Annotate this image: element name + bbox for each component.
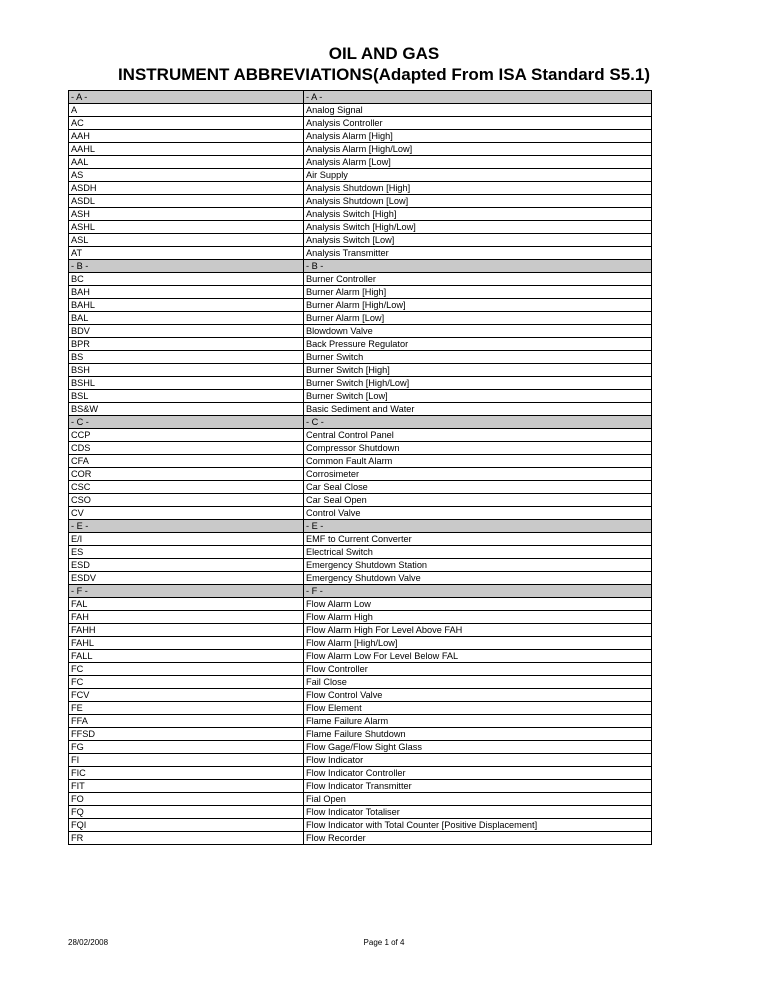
abbreviation-cell: BAH xyxy=(69,286,304,299)
table-row xyxy=(69,637,652,650)
abbreviation-cell: BAHL xyxy=(69,299,304,312)
table-row xyxy=(69,195,652,208)
table-row xyxy=(69,130,652,143)
table-row xyxy=(69,806,652,819)
table-row xyxy=(69,689,652,702)
abbreviation-cell: FAH xyxy=(69,611,304,624)
abbreviation-cell: FI xyxy=(69,754,304,767)
section-letter-cell: - A - xyxy=(304,91,652,104)
meaning-cell: Back Pressure Regulator xyxy=(304,338,652,351)
table-row xyxy=(69,702,652,715)
section-header-row xyxy=(69,91,652,104)
abbreviation-cell: ASH xyxy=(69,208,304,221)
meaning-cell: Control Valve xyxy=(304,507,652,520)
table-row xyxy=(69,741,652,754)
abbreviation-cell: CV xyxy=(69,507,304,520)
meaning-cell: Analysis Switch [Low] xyxy=(304,234,652,247)
abbreviation-cell: FQI xyxy=(69,819,304,832)
meaning-cell: Analysis Shutdown [High] xyxy=(304,182,652,195)
abbreviation-cell: ASDH xyxy=(69,182,304,195)
meaning-cell: Flow Alarm High For Level Above FAH xyxy=(304,624,652,637)
meaning-cell: Burner Switch xyxy=(304,351,652,364)
meaning-cell: Analysis Alarm [High/Low] xyxy=(304,143,652,156)
meaning-cell: Flow Indicator with Total Counter [Positive Displacement] xyxy=(304,819,652,832)
table-row xyxy=(69,754,652,767)
document-subtitle: INSTRUMENT ABBREVIATIONS(Adapted From ISA Standard S5.1) xyxy=(117,65,651,84)
table-row xyxy=(69,598,652,611)
section-header-row xyxy=(69,260,652,273)
table-row xyxy=(69,455,652,468)
table-row xyxy=(69,286,652,299)
meaning-cell: Burner Alarm [High] xyxy=(304,286,652,299)
footer-date: 28/02/2008 xyxy=(68,938,109,947)
meaning-cell: Flow Alarm High xyxy=(304,611,652,624)
abbreviation-cell: CCP xyxy=(69,429,304,442)
table-row xyxy=(69,676,652,689)
meaning-cell: Flow Control Valve xyxy=(304,689,652,702)
section-letter-cell: - F - xyxy=(304,585,652,598)
meaning-cell: Central Control Panel xyxy=(304,429,652,442)
table-row xyxy=(69,780,652,793)
table-row xyxy=(69,364,652,377)
section-header-row xyxy=(69,520,652,533)
table-row xyxy=(69,767,652,780)
table-row xyxy=(69,234,652,247)
abbreviation-cell: BC xyxy=(69,273,304,286)
meaning-cell: Analysis Alarm [High] xyxy=(304,130,652,143)
abbreviation-cell: CSC xyxy=(69,481,304,494)
abbreviation-cell: ASHL xyxy=(69,221,304,234)
table-row xyxy=(69,559,652,572)
abbreviation-cell: COR xyxy=(69,468,304,481)
abbreviation-cell: BSL xyxy=(69,390,304,403)
document-title: OIL AND GAS xyxy=(328,44,440,63)
abbreviation-cell: BAL xyxy=(69,312,304,325)
meaning-cell: Basic Sediment and Water xyxy=(304,403,652,416)
table-row xyxy=(69,546,652,559)
abbreviation-cell: FR xyxy=(69,832,304,845)
meaning-cell: Car Seal Open xyxy=(304,494,652,507)
section-header-row xyxy=(69,585,652,598)
meaning-cell: EMF to Current Converter xyxy=(304,533,652,546)
abbreviation-cell: ASL xyxy=(69,234,304,247)
meaning-cell: Air Supply xyxy=(304,169,652,182)
abbreviation-cell: FC xyxy=(69,663,304,676)
section-letter-cell: - E - xyxy=(69,520,304,533)
abbreviation-cell: CDS xyxy=(69,442,304,455)
abbreviation-cell: CFA xyxy=(69,455,304,468)
section-letter-cell: - F - xyxy=(69,585,304,598)
table-row xyxy=(69,663,652,676)
table-row xyxy=(69,169,652,182)
table-row xyxy=(69,442,652,455)
table-row xyxy=(69,338,652,351)
abbreviation-cell: AC xyxy=(69,117,304,130)
table-row xyxy=(69,377,652,390)
meaning-cell: Flow Alarm [High/Low] xyxy=(304,637,652,650)
abbreviation-cell: FIC xyxy=(69,767,304,780)
meaning-cell: Flow Indicator Controller xyxy=(304,767,652,780)
abbreviations-table-body xyxy=(69,91,652,845)
meaning-cell: Burner Switch [High] xyxy=(304,364,652,377)
meaning-cell: Flame Failure Shutdown xyxy=(304,728,652,741)
table-row xyxy=(69,832,652,845)
table-row xyxy=(69,208,652,221)
abbreviation-cell: FO xyxy=(69,793,304,806)
table-row xyxy=(69,481,652,494)
table-row xyxy=(69,793,652,806)
meaning-cell: Burner Alarm [Low] xyxy=(304,312,652,325)
table-row xyxy=(69,728,652,741)
section-letter-cell: - A - xyxy=(69,91,304,104)
abbreviations-table xyxy=(68,90,652,845)
meaning-cell: Flow Controller xyxy=(304,663,652,676)
abbreviation-cell: ESDV xyxy=(69,572,304,585)
meaning-cell: Analysis Transmitter xyxy=(304,247,652,260)
abbreviation-cell: BSHL xyxy=(69,377,304,390)
meaning-cell: Compressor Shutdown xyxy=(304,442,652,455)
meaning-cell: Analysis Controller xyxy=(304,117,652,130)
table-row xyxy=(69,403,652,416)
meaning-cell: Analysis Switch [High] xyxy=(304,208,652,221)
table-row xyxy=(69,429,652,442)
table-row xyxy=(69,507,652,520)
abbreviation-cell: ESD xyxy=(69,559,304,572)
meaning-cell: Flow Alarm Low For Level Below FAL xyxy=(304,650,652,663)
table-row xyxy=(69,117,652,130)
meaning-cell: Flow Element xyxy=(304,702,652,715)
meaning-cell: Flame Failure Alarm xyxy=(304,715,652,728)
abbreviation-cell: FALL xyxy=(69,650,304,663)
abbreviation-cell: FAL xyxy=(69,598,304,611)
meaning-cell: Electrical Switch xyxy=(304,546,652,559)
section-letter-cell: - C - xyxy=(69,416,304,429)
table-row xyxy=(69,715,652,728)
meaning-cell: Analysis Alarm [Low] xyxy=(304,156,652,169)
abbreviation-cell: ASDL xyxy=(69,195,304,208)
meaning-cell: Flow Indicator Transmitter xyxy=(304,780,652,793)
abbreviation-cell: FC xyxy=(69,676,304,689)
table-row xyxy=(69,611,652,624)
meaning-cell: Corrosimeter xyxy=(304,468,652,481)
section-letter-cell: - B - xyxy=(304,260,652,273)
table-row xyxy=(69,351,652,364)
abbreviation-cell: FAHL xyxy=(69,637,304,650)
section-letter-cell: - C - xyxy=(304,416,652,429)
table-row xyxy=(69,247,652,260)
table-row xyxy=(69,650,652,663)
abbreviation-cell: BDV xyxy=(69,325,304,338)
table-row xyxy=(69,273,652,286)
abbreviation-cell: FCV xyxy=(69,689,304,702)
table-row xyxy=(69,624,652,637)
table-row xyxy=(69,221,652,234)
abbreviation-cell: A xyxy=(69,104,304,117)
table-row xyxy=(69,325,652,338)
table-row xyxy=(69,104,652,117)
abbreviation-cell: AAL xyxy=(69,156,304,169)
abbreviation-cell: E/I xyxy=(69,533,304,546)
abbreviation-cell: FG xyxy=(69,741,304,754)
meaning-cell: Common Fault Alarm xyxy=(304,455,652,468)
table-row xyxy=(69,156,652,169)
abbreviation-cell: CSO xyxy=(69,494,304,507)
section-letter-cell: - B - xyxy=(69,260,304,273)
abbreviation-cell: BS&W xyxy=(69,403,304,416)
meaning-cell: Burner Controller xyxy=(304,273,652,286)
abbreviation-cell: FIT xyxy=(69,780,304,793)
abbreviation-cell: AAHL xyxy=(69,143,304,156)
table-row xyxy=(69,533,652,546)
abbreviation-cell: FFSD xyxy=(69,728,304,741)
table-row xyxy=(69,182,652,195)
meaning-cell: Fial Open xyxy=(304,793,652,806)
meaning-cell: Fail Close xyxy=(304,676,652,689)
abbreviation-cell: FQ xyxy=(69,806,304,819)
section-letter-cell: - E - xyxy=(304,520,652,533)
meaning-cell: Emergency Shutdown Station xyxy=(304,559,652,572)
abbreviation-cell: FFA xyxy=(69,715,304,728)
meaning-cell: Flow Gage/Flow Sight Glass xyxy=(304,741,652,754)
table-row xyxy=(69,572,652,585)
abbreviation-cell: AS xyxy=(69,169,304,182)
table-row xyxy=(69,299,652,312)
abbreviation-cell: ES xyxy=(69,546,304,559)
abbreviation-cell: AT xyxy=(69,247,304,260)
table-row xyxy=(69,468,652,481)
meaning-cell: Analysis Switch [High/Low] xyxy=(304,221,652,234)
meaning-cell: Emergency Shutdown Valve xyxy=(304,572,652,585)
meaning-cell: Flow Indicator xyxy=(304,754,652,767)
section-header-row xyxy=(69,416,652,429)
meaning-cell: Flow Recorder xyxy=(304,832,652,845)
meaning-cell: Flow Alarm Low xyxy=(304,598,652,611)
meaning-cell: Blowdown Valve xyxy=(304,325,652,338)
footer-page-number: Page 1 of 4 xyxy=(363,938,405,947)
meaning-cell: Burner Switch [High/Low] xyxy=(304,377,652,390)
table-row xyxy=(69,819,652,832)
abbreviation-cell: BSH xyxy=(69,364,304,377)
abbreviation-cell: AAH xyxy=(69,130,304,143)
table-row xyxy=(69,143,652,156)
abbreviation-cell: FE xyxy=(69,702,304,715)
meaning-cell: Flow Indicator Totaliser xyxy=(304,806,652,819)
table-row xyxy=(69,312,652,325)
meaning-cell: Analysis Shutdown [Low] xyxy=(304,195,652,208)
abbreviation-cell: BS xyxy=(69,351,304,364)
table-row xyxy=(69,390,652,403)
meaning-cell: Car Seal Close xyxy=(304,481,652,494)
meaning-cell: Burner Alarm [High/Low] xyxy=(304,299,652,312)
abbreviation-cell: BPR xyxy=(69,338,304,351)
meaning-cell: Analog Signal xyxy=(304,104,652,117)
meaning-cell: Burner Switch [Low] xyxy=(304,390,652,403)
abbreviation-cell: FAHH xyxy=(69,624,304,637)
table-row xyxy=(69,494,652,507)
